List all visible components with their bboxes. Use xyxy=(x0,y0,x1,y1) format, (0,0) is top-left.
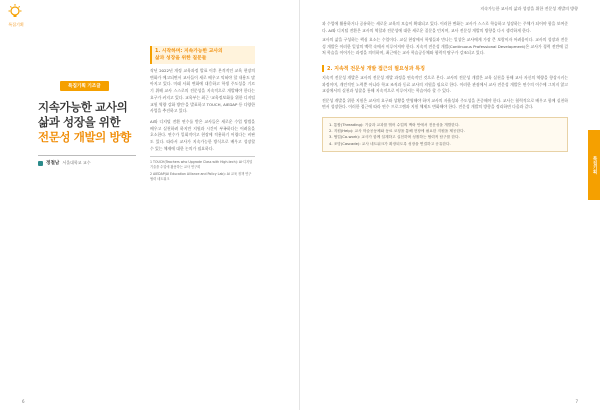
page-number-right: 7 xyxy=(575,399,578,404)
summary-item: 2. 지원(Help): 교사 학습공동체와 동료 코칭을 통해 현장에 필요한 지원을 제공한다. xyxy=(329,129,465,134)
author-marker xyxy=(38,161,43,166)
paragraph: 작년 2022년 개정 교육과정 발표 이후 본격적인 교육 현장의 변화가 예고되면서 교사들이 새로 배우고 익혀야 할 내용도 많아지고 있다. 미래 사회 변화에 대응하고 학생 주도성을 기르기 위해 교사 스스로의 전문성을 지속적으로 개발해야 한다는 요구가 커지고 있다. 교육부는 최근 '교육정보화를 위한 디지털 교원 역량 강화 방안'을 발표하고 TOUCH, AIEDAP 등 다양한 사업을 추진하고 있다. xyxy=(150,68,255,114)
author-affiliation: 서울대학교 교수 xyxy=(62,160,91,165)
title-line-1: 지속가능한 교사의 xyxy=(38,100,128,114)
summary-item: 3. 협업(Co-work): 교사가 함께 설계하고 실천하며 성찰하는 협력적 탐구를 한다. xyxy=(329,135,460,140)
issue-badge: 특집기획 기조글 xyxy=(60,81,109,91)
footnote: 1 TOUCH(Teachers who Upgrade Class with High-tech): AI·디지털 기술을 수업에 활용하는 교사 연구회 xyxy=(150,160,253,170)
summary-box xyxy=(322,117,568,152)
page-gutter xyxy=(299,0,300,410)
section-1-heading xyxy=(150,46,255,64)
article-title xyxy=(38,100,136,145)
left-page-body xyxy=(150,46,255,184)
title-line-3: 전문성 개발의 방향 xyxy=(38,130,131,144)
lightbulb-icon xyxy=(6,3,24,21)
title-line-2: 삶과 성장을 위한 xyxy=(38,115,121,129)
paragraph: 지속적 전문성 개발은 교사의 전문성 개발 과정을 연속적인 것으로 본다. 교사의 전문성 개발은 교육 실천을 통해 교사 자신의 역량을 향상시키는 과정이며, 개인적인 노력뿐 아니라 학교 조직과 동료 교사의 지원을 필요로 한다. 이러한 관점에서 교사 전문성 개발은 연수의 이수에 그치지 않고 교실에서의 실천과 성찰을 통해 지속적으로 이루어지는 학습이라 할 수 있다. xyxy=(322,74,568,94)
side-tab-label: 특집기획 xyxy=(592,156,597,174)
summary-item: 4. 조망(Cascade): 교사 네트워크가 확장되도록 성장을 연결하고 공유한다. xyxy=(329,141,451,146)
right-page-body xyxy=(322,18,568,152)
author-name: 정철남 xyxy=(46,161,60,166)
page-number-left: 6 xyxy=(22,399,25,404)
summary-item: 1. 통합(Threading): 기술과 교과를 엮어 수업의 맥락 안에서 전문성을 개발한다. xyxy=(329,122,460,127)
paragraph: 과 수업에 활용하거나 공유하는 새로운 교육의 모습이 확대되고 있다. 이러한 변화는 교사가 스스로 학습하고 성장하는 주체가 되어야 함을 보여준다. AI와 디지털 전환은 교사의 역할과 전문성에 대한 새로운 질문을 던지며, 교사 전문성 개발의 방향을 다시 생각하게 한다. xyxy=(322,21,568,33)
section-label: 특집기획 xyxy=(8,22,24,27)
title-block xyxy=(38,72,136,166)
side-tab xyxy=(588,130,600,200)
paragraph: 교사의 삶을 구성하는 핵심 요소는 수업이다. 교실 현장에서 학생들과 만나는 일상은 교사에게 가장 큰 보람이자 어려움이다. 교사의 성장과 전문성 개발은 이러한 일상의 맥락 속에서 이루어져야 한다. 지속적 전문성 개발(Continuous Professional Development)은 교사가 경력 전반에 걸쳐 학습을 이어가는 과정을 의미하며, 최근에는 교사 학습공동체와 협력적 탐구가 강조되고 있다. xyxy=(322,37,568,56)
paragraph: 전문성 개발을 위한 지원은 교사의 요구와 상황을 반영해야 하며 교사의 자율성과 주도성을 존중해야 한다. 교사는 협력적으로 배우고 함께 실천하면서 성장한다. 이러한 접근에 따라 연수 프로그램과 지원 체제도 변화해야 한다. 전문성 개발의 방향을 정리하면 다음과 같다. xyxy=(322,97,568,110)
footnote: 2 AIEDAP(AI Education Alliance and Policy Lab): AI 교육 정책 연구 협력 네트워크 xyxy=(150,172,252,181)
paragraph: AI와 디지털 전환 연수를 받은 교사들은 새로운 수업 방법을 배우고 실천하려 하지만 지원과 시간이 부족하다는 어려움을 호소한다. 연수가 일회적이고 현장에 적용하기 어렵다는 비판도 있다. 따라서 교사가 지속가능한 방식으로 배우고 성장할 수 있는 체제에 대한 논의가 필요하다. xyxy=(150,118,255,151)
footnotes xyxy=(150,156,255,181)
section-1-heading-line-1: 1. 시작하며: 지속가능한 교사의 xyxy=(155,49,223,54)
running-header: 지속가능한 교사의 삶과 성장을 위한 전문성 개발의 방향 xyxy=(480,6,578,11)
author-line xyxy=(38,155,136,166)
section-1-heading-line-2: 삶과 성장을 위한 질문들 xyxy=(155,56,207,61)
section-2-heading: 2. 지속적 전문성 개발 접근의 필요성과 특징 xyxy=(322,65,568,72)
